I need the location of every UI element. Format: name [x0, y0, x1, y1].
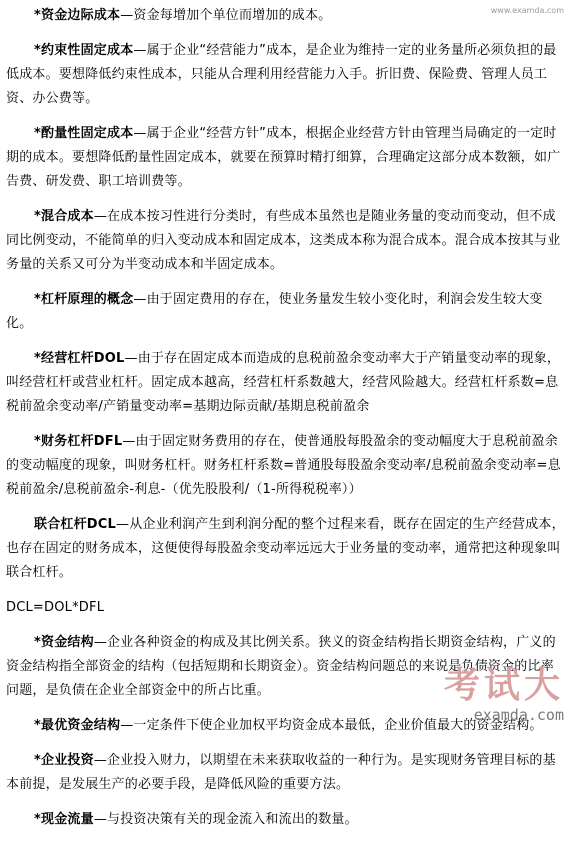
term-heading: 经营杠杆DOL: [41, 351, 125, 366]
paragraph: [6, 430, 566, 502]
bullet-star: *: [34, 812, 41, 827]
bullet-star: *: [34, 635, 41, 650]
term-heading: 资金结构: [41, 635, 94, 650]
definition-text: —与投资决策有关的现金流入和流出的数量。: [93, 812, 358, 827]
definition-text: —属于企业“经营能力”成本，是企业为维持一定的业务量所必须负担的最低成本。要想降低约束性成本，只能从合理利用经营能力入手。折旧费、保险费、管理人员工资、办公费等。: [6, 43, 557, 106]
bullet-star: *: [34, 209, 41, 224]
definition-text: —从企业利润产生到利润分配的整个过程来看，既存在固定的生产经营成本，也存在固定的财务成本，这便使得每股盈余变动率远远大于业务量的变动率，通常把这种现象叫联合杠杆。: [6, 517, 565, 580]
term-heading: 杠杆原理的概念: [41, 292, 134, 307]
definition-text: —一定条件下使企业加权平均资金成本最低，企业价值最大的资金结构。: [120, 718, 543, 733]
term-heading: 混合成本: [41, 209, 94, 224]
watermark-url: www.examda.com: [490, 6, 564, 15]
paragraph: [6, 288, 566, 336]
bullet-star: *: [34, 718, 41, 733]
definition-text: —属于企业“经营方针”成本，根据企业经营方针由管理当局确定的一定时期的成本。要想降低酌量性固定成本，就要在预算时精打细算，合理确定这部分成本数额，如广告费、研发费、职工培训费等。: [6, 126, 561, 189]
definition-text: —在成本按习性进行分类时，有些成本虽然也是随业务量的变动而变动，但不成同比例变动，不能简单的归入变动成本和固定成本，这类成本称为混合成本。混合成本按其与业务量的关系又可分为半变动成本和半固定成本。: [6, 209, 561, 272]
definition-text: —由于固定费用的存在，使业务量发生较小变化时，利润会发生较大变化。: [6, 292, 543, 331]
paragraph: [6, 4, 566, 28]
bullet-star: *: [34, 434, 41, 449]
paragraph: [6, 122, 566, 194]
term-heading: 资金边际成本: [41, 8, 121, 23]
term-heading: 联合杠杆DCL: [34, 517, 117, 532]
definition-text: —由于存在固定成本而造成的息税前盈余变动率大于产销量变动率的现象，叫经营杠杆或营业杠杆。固定成本越高，经营杠杆系数越大，经营风险越大。经营杠杆系数=息税前盈余变动率/产销量变动率=基期边际贡献/基期息税前盈余: [6, 351, 561, 414]
paragraph: [6, 749, 566, 797]
definition-text: —企业投入财力，以期望在未来获取收益的一种行为。是实现财务管理目标的基本前提，是发展生产的必要手段，是降低风险的重要方法。: [6, 753, 556, 792]
bullet-star: *: [34, 292, 41, 307]
paragraph: [6, 808, 566, 832]
definition-text: —由于固定财务费用的存在，使普通股每股盈余的变动幅度大于息税前盈余的变动幅度的现象，叫财务杠杆。财务杠杆系数=普通股每股盈余变动率/息税前盈余变动率=息税前盈余/息税前盈余-利息-（优先股股利/（1-所得税税率））: [6, 434, 561, 497]
term-heading: 财务杠杆DFL: [41, 434, 123, 449]
paragraph: [6, 513, 566, 585]
definition-text: —资金每增加个单位而增加的成本。: [120, 8, 332, 23]
watermark-domain: examda.com: [473, 706, 564, 724]
bullet-star: *: [34, 8, 41, 23]
term-heading: 现金流量: [41, 812, 94, 827]
bullet-star: *: [34, 753, 41, 768]
watermark-logo: [444, 666, 564, 724]
term-heading: 最优资金结构: [41, 718, 121, 733]
term-heading: 企业投资: [41, 753, 94, 768]
bullet-star: *: [34, 351, 41, 366]
paragraph: [6, 205, 566, 277]
bullet-star: *: [34, 43, 41, 58]
term-heading: 酌量性固定成本: [41, 126, 134, 141]
term-heading: 约束性固定成本: [41, 43, 134, 58]
formula-line: [6, 596, 566, 620]
paragraph: [6, 347, 566, 419]
bullet-star: *: [34, 126, 41, 141]
formula-text: DCL=DOL*DFL: [6, 600, 105, 615]
paragraph: [6, 39, 566, 111]
definition-text: —企业各种资金的构成及其比例关系。狭义的资金结构指长期资金结构，广义的资金结构指全部资金的结构（包括短期和长期资金）。资金结构问题总的来说是负债资金的比率问题，是负债在企业全部资金中的所占比重。: [6, 635, 556, 698]
watermark-title: 考试大: [443, 665, 564, 706]
